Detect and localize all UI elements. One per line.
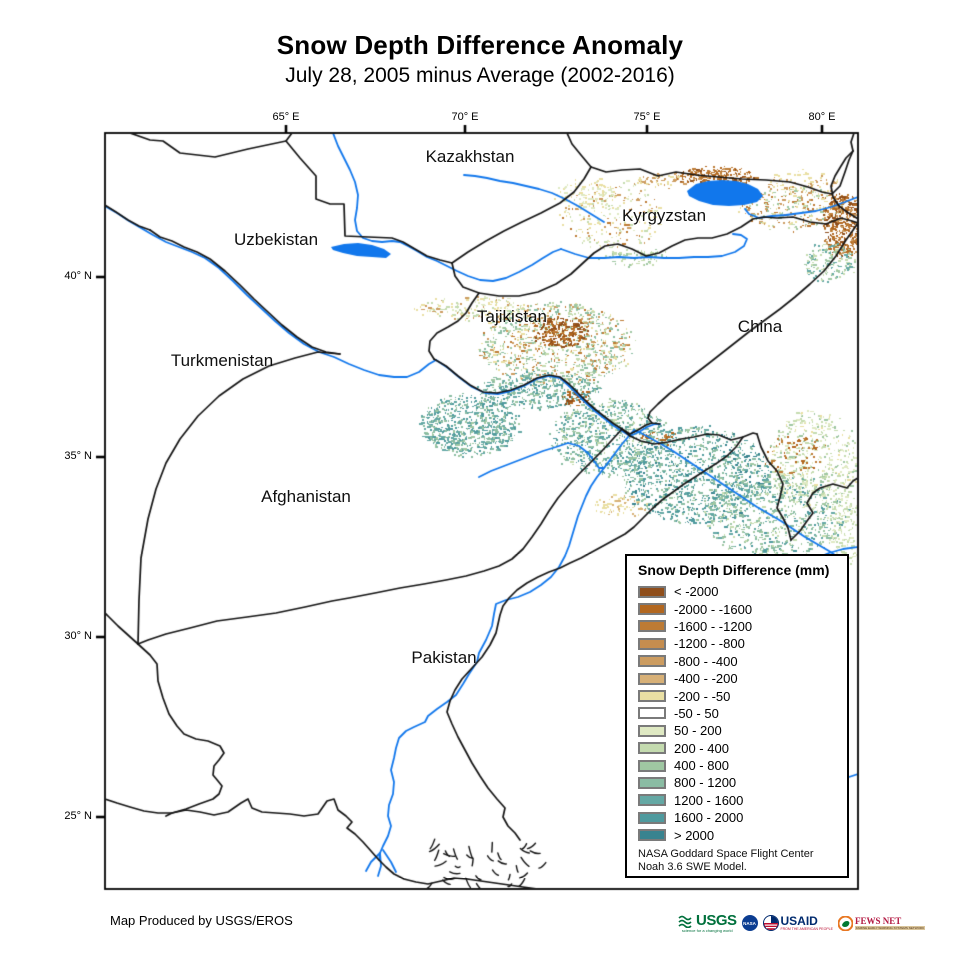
legend-swatch <box>638 829 666 841</box>
country-label-china: China <box>737 317 783 336</box>
legend-label: 400 - 800 <box>674 758 729 774</box>
legend-box <box>625 554 849 878</box>
tick-label-latitude: 25° N <box>64 810 92 822</box>
legend-row <box>638 740 847 757</box>
legend-swatch <box>638 655 666 667</box>
tick-label-latitude: 30° N <box>64 630 92 642</box>
legend-note-line1: NASA Goddard Space Flight Center <box>638 847 814 860</box>
legend-label: 50 - 200 <box>674 723 722 739</box>
legend-label: -800 - -400 <box>674 653 738 669</box>
usaid-tagline: FROM THE AMERICAN PEOPLE <box>780 926 833 931</box>
legend-label: < -2000 <box>674 584 719 600</box>
legend-swatch <box>638 586 666 598</box>
legend-row <box>638 757 847 774</box>
legend-note-line2: Noah 3.6 SWE Model. <box>638 860 747 873</box>
legend-row <box>638 774 847 791</box>
legend-label: -200 - -50 <box>674 688 731 704</box>
legend-label: 800 - 1200 <box>674 775 737 791</box>
legend-swatch <box>638 603 666 615</box>
legend-swatch <box>638 673 666 685</box>
country-label-turkmenistan: Turkmenistan <box>170 351 274 370</box>
country-label-kazakhstan: Kazakhstan <box>425 147 515 166</box>
usaid-logo <box>763 915 833 931</box>
legend-label: -1200 - -800 <box>674 636 745 652</box>
legend-row <box>638 826 847 843</box>
legend-row <box>638 600 847 617</box>
partner-logos <box>678 905 925 941</box>
fewsnet-logo <box>838 916 925 931</box>
legend-label: -50 - 50 <box>674 705 719 721</box>
legend-swatch <box>638 777 666 789</box>
fewsnet-tagline: FAMINE EARLY WARNING SYSTEMS NETWORK <box>855 925 925 930</box>
legend-label: 200 - 400 <box>674 740 729 756</box>
legend-row <box>638 635 847 652</box>
page-title: Snow Depth Difference Anomaly <box>276 30 684 60</box>
legend-swatch <box>638 690 666 702</box>
legend-label: -2000 - -1600 <box>674 601 753 617</box>
legend-row <box>638 618 847 635</box>
credit-text: Map Produced by USGS/EROS <box>110 913 293 928</box>
nasa-logo-text: NASA <box>743 920 756 926</box>
legend-row <box>638 809 847 826</box>
usgs-logo <box>678 911 737 933</box>
tick-label-latitude: 35° N <box>64 450 92 462</box>
legend-rows <box>638 583 847 844</box>
legend-row <box>638 792 847 809</box>
legend-row <box>638 670 847 687</box>
legend-swatch <box>638 707 666 719</box>
page-subtitle: July 28, 2005 minus Average (2002-2016) <box>285 64 675 87</box>
usgs-wave-icon <box>678 914 694 928</box>
legend-swatch <box>638 742 666 754</box>
tick-label-longitude: 80° E <box>808 111 836 123</box>
legend-row <box>638 653 847 670</box>
legend-row <box>638 687 847 704</box>
legend-title: Snow Depth Difference (mm) <box>638 562 830 578</box>
legend-row <box>638 705 847 722</box>
legend-swatch <box>638 760 666 772</box>
country-label-afghanistan: Afghanistan <box>261 487 351 506</box>
fewsnet-logo-text: FEWS NET <box>854 915 902 926</box>
legend-label: > 2000 <box>674 827 715 843</box>
tick-label-longitude: 65° E <box>272 111 300 123</box>
tick-label-longitude: 75° E <box>633 111 661 123</box>
legend-label: 1600 - 2000 <box>674 810 744 826</box>
legend-swatch <box>638 638 666 650</box>
usaid-logo-text: USAID <box>780 913 818 928</box>
legend-swatch <box>638 725 666 737</box>
legend-note <box>638 848 847 874</box>
country-label-tajikistan: Tajikistan <box>477 307 547 326</box>
legend-label: -1600 - -1200 <box>674 618 753 634</box>
usgs-tagline: science for a changing world <box>681 927 733 933</box>
country-label-pakistan: Pakistan <box>411 648 477 667</box>
fewsnet-globe-icon <box>838 916 853 931</box>
legend-row <box>638 583 847 600</box>
tick-label-longitude: 70° E <box>451 111 479 123</box>
legend-swatch <box>638 794 666 806</box>
country-label-uzbekistan: Uzbekistan <box>233 230 319 249</box>
legend-swatch <box>638 812 666 824</box>
usaid-seal-icon <box>763 915 779 931</box>
nasa-meatball-icon <box>742 915 758 931</box>
usgs-logo-text: USGS <box>696 911 737 929</box>
legend-swatch <box>638 620 666 632</box>
legend-label: 1200 - 1600 <box>674 792 744 808</box>
legend-row <box>638 722 847 739</box>
nasa-logo <box>742 915 758 931</box>
country-label-kyrgyzstan: Kyrgyzstan <box>621 206 707 225</box>
legend-label: -400 - -200 <box>674 671 738 687</box>
tick-label-latitude: 40° N <box>64 270 92 282</box>
